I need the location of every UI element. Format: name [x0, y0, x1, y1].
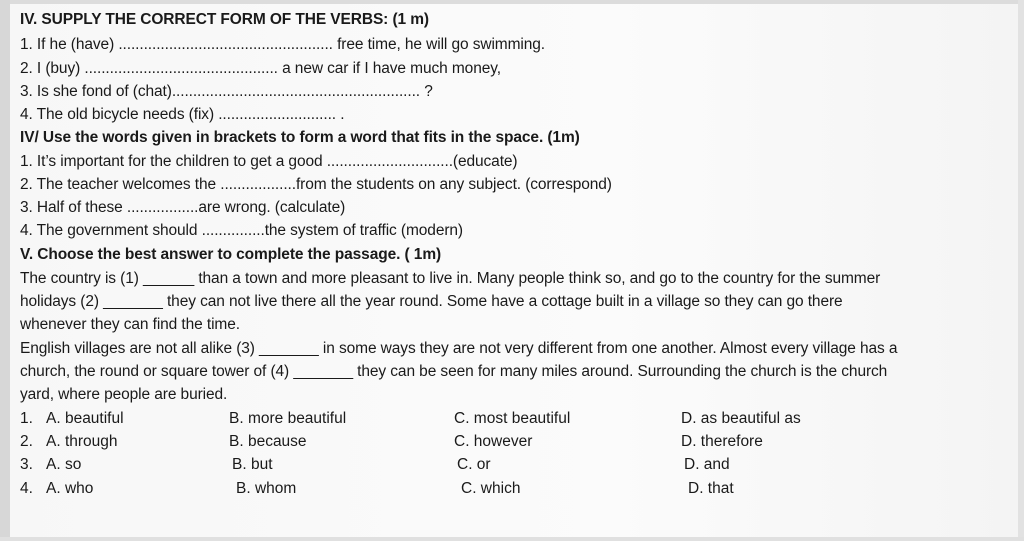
- section-words-title: IV/ Use the words given in brackets to form a word that fits in the space. (1m): [20, 129, 580, 146]
- option-b: B. because: [229, 433, 307, 450]
- frame-left: [0, 0, 10, 541]
- option-a: A. through: [46, 433, 118, 450]
- frame-right: [1018, 0, 1024, 541]
- option-d: D. and: [684, 456, 730, 473]
- option-b: B. more beautiful: [229, 410, 347, 427]
- words-item-2: 2. The teacher welcomes the ..................from the students on any subject. (correspond): [20, 176, 612, 193]
- section-verbs-title: IV. SUPPLY THE CORRECT FORM OF THE VERBS: (1 m): [20, 11, 429, 28]
- passage-line-5: church, the round or square tower of (4) _______ they can be seen for many miles around. Surrounding the church is the church: [20, 363, 888, 380]
- passage-line-4: English villages are not all alike (3) _______ in some ways they are not very different from one another. Almost every village has a: [20, 340, 898, 357]
- verbs-item-4: 4. The old bicycle needs (fix) ............................ .: [20, 106, 345, 123]
- option-c: C. however: [454, 433, 533, 450]
- verbs-item-2: 2. I (buy) .............................................. a new car if I have much money,: [20, 60, 501, 77]
- words-item-4: 4. The government should ...............the system of traffic (modern): [20, 222, 463, 239]
- option-b: B. but: [232, 456, 273, 473]
- option-a: A. beautiful: [46, 410, 124, 427]
- option-number: 2.: [20, 433, 33, 450]
- option-a: A. so: [46, 456, 82, 473]
- passage-line-1: The country is (1) ______ than a town and more pleasant to live in. Many people think so, and go to the country for the summer: [20, 270, 881, 287]
- option-c: C. most beautiful: [454, 410, 571, 427]
- option-c: C. which: [461, 480, 521, 497]
- words-item-1: 1. It’s important for the children to get a good ..............................(educate): [20, 153, 518, 170]
- verbs-item-3: 3. Is she fond of (chat)........................................................... ?: [20, 83, 433, 100]
- option-c: C. or: [457, 456, 491, 473]
- option-a: A. who: [46, 480, 94, 497]
- passage-line-6: yard, where people are buried.: [20, 386, 228, 403]
- frame-top: [0, 0, 1024, 4]
- passage-line-2: holidays (2) _______ they can not live there all the year round. Some have a cottage built in a village so they can go there: [20, 293, 843, 310]
- option-d: D. therefore: [681, 433, 763, 450]
- option-number: 3.: [20, 456, 33, 473]
- option-d: D. as beautiful as: [681, 410, 801, 427]
- section-passage-title: V. Choose the best answer to complete the passage. ( 1m): [20, 246, 442, 263]
- frame-bottom: [0, 537, 1024, 541]
- words-item-3: 3. Half of these .................are wrong. (calculate): [20, 199, 346, 216]
- option-number: 4.: [20, 480, 33, 497]
- option-number: 1.: [20, 410, 33, 427]
- option-d: D. that: [688, 480, 734, 497]
- passage-line-3: whenever they can find the time.: [20, 316, 240, 333]
- verbs-item-1: 1. If he (have) ................................................... free time, he will go swimming.: [20, 36, 546, 53]
- option-b: B. whom: [236, 480, 297, 497]
